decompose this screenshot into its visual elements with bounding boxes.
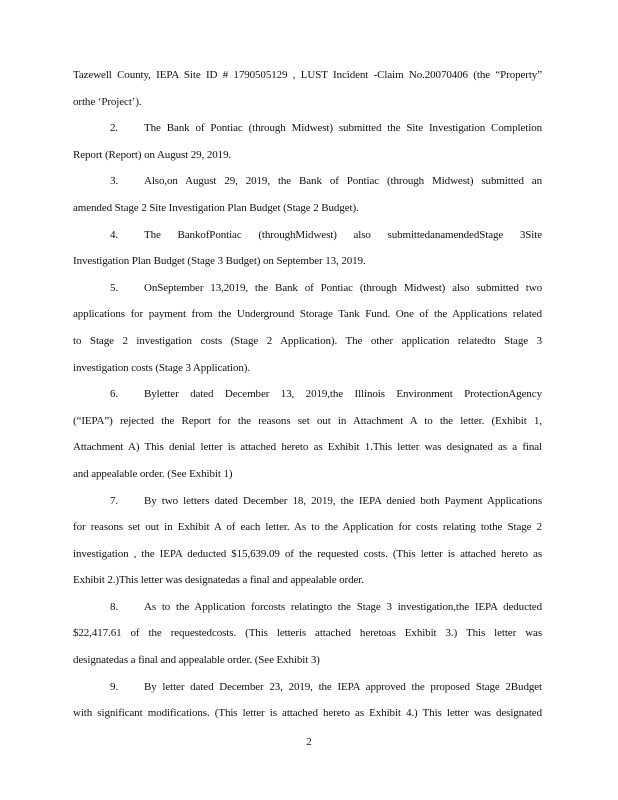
document-line xyxy=(73,387,542,414)
line-text: Tazewell County, IEPA Site ID # 1790505129 , LUST Incident -Claim No.20070406 (the “Property” xyxy=(73,69,542,81)
document-line xyxy=(73,228,542,255)
document-line xyxy=(73,334,542,361)
paragraph-number: 7. xyxy=(110,494,119,507)
document-line xyxy=(73,95,542,122)
document-line xyxy=(73,121,542,148)
line-text: Attachment A) This denial letter is attached hereto as Exhibit 1.This letter was designated as a final xyxy=(73,441,542,454)
paragraph-number: 2. xyxy=(110,122,119,135)
line-text: for reasons set out in Exhibit A of each letter. As to the Application for costs relating tothe Stage 2 xyxy=(73,521,542,534)
paragraph-number: 3. xyxy=(110,175,119,188)
document-line xyxy=(73,653,542,680)
line-text: and appealable order. (See Exhibit 1) xyxy=(73,467,233,480)
document-line xyxy=(73,467,542,494)
line-text: The Bank of Pontiac (through Midwest) submitted the Site Investigation Completion xyxy=(144,122,542,135)
paragraph-number: 6. xyxy=(110,388,119,401)
document-line xyxy=(73,626,542,653)
line-text: Also,on August 29, 2019, the Bank of Pontiac (through Midwest) submitted an xyxy=(144,175,542,188)
line-text: Exhibit 2.)This letter was designatedas a final and appealable order. xyxy=(73,574,364,587)
document-line xyxy=(73,148,542,175)
document-body xyxy=(73,68,542,733)
line-text: Report (Report) on August 29, 2019. xyxy=(73,148,232,161)
line-text: applications for payment from the Underground Storage Tank Fund. One of the Applications related xyxy=(73,308,542,321)
document-line xyxy=(73,174,542,201)
line-text: with significant modifications. (This letter is attached hereto as Exhibit 4.) This letter was designated xyxy=(73,707,542,720)
paragraph-number: 4. xyxy=(110,228,119,241)
document-line xyxy=(73,201,542,228)
line-text: designatedas a final and appealable order. (See Exhibit 3) xyxy=(73,654,320,667)
line-text: By letter dated December 23, 2019, the IEPA approved the proposed Stage 2Budget xyxy=(144,680,542,693)
line-text: amended Stage 2 Site Investigation Plan Budget (Stage 2 Budget). xyxy=(73,201,359,214)
document-line xyxy=(73,307,542,334)
line-text: investigation costs (Stage 3 Application). xyxy=(73,361,250,374)
line-text: (“IEPA”) rejected the Report for the reasons set out in Attachment A to the letter. (Exhibit 1, xyxy=(73,414,542,427)
document-line xyxy=(73,680,542,707)
line-text: investigation , the IEPA deducted $15,639.09 of the requested costs. (This letter is attached hereto as xyxy=(73,547,542,560)
line-text: By two letters dated December 18, 2019, the IEPA denied both Payment Applications xyxy=(144,494,542,507)
line-text: OnSeptember 13,2019, the Bank of Pontiac (through Midwest) also submitted two xyxy=(144,281,542,294)
line-text: $22,417.61 of the requestedcosts. (This letteris attached heretoas Exhibit 3.) This letter was xyxy=(73,627,542,640)
line-text: orthe ‘Project’). xyxy=(73,95,142,108)
line-text: Investigation Plan Budget (Stage 3 Budget) on September 13, 2019. xyxy=(73,255,366,268)
page-number: 2 xyxy=(306,736,312,748)
line-text: to Stage 2 investigation costs (Stage 2 Application). The other application relatedto Stage 3 xyxy=(73,334,542,347)
document-line xyxy=(73,573,542,600)
line-text: Byletter dated December 13, 2019,the Illinois Environment ProtectionAgency xyxy=(144,388,542,401)
document-line xyxy=(73,706,542,733)
document-line xyxy=(73,281,542,308)
document-line xyxy=(73,68,542,95)
document-line xyxy=(73,440,542,467)
paragraph-number: 8. xyxy=(110,600,119,613)
document-line xyxy=(73,547,542,574)
document-line xyxy=(73,254,542,281)
line-text: As to the Application forcosts relatingto the Stage 3 investigation,the IEPA deducted xyxy=(144,600,542,613)
paragraph-number: 5. xyxy=(110,281,119,294)
paragraph-number: 9. xyxy=(110,680,119,693)
document-line xyxy=(73,494,542,521)
line-text: The BankofPontiac (throughMidwest) also submittedanamendedStage 3Site xyxy=(144,228,542,241)
document-line xyxy=(73,520,542,547)
document-line xyxy=(73,600,542,627)
document-line xyxy=(73,361,542,388)
document-line xyxy=(73,414,542,441)
